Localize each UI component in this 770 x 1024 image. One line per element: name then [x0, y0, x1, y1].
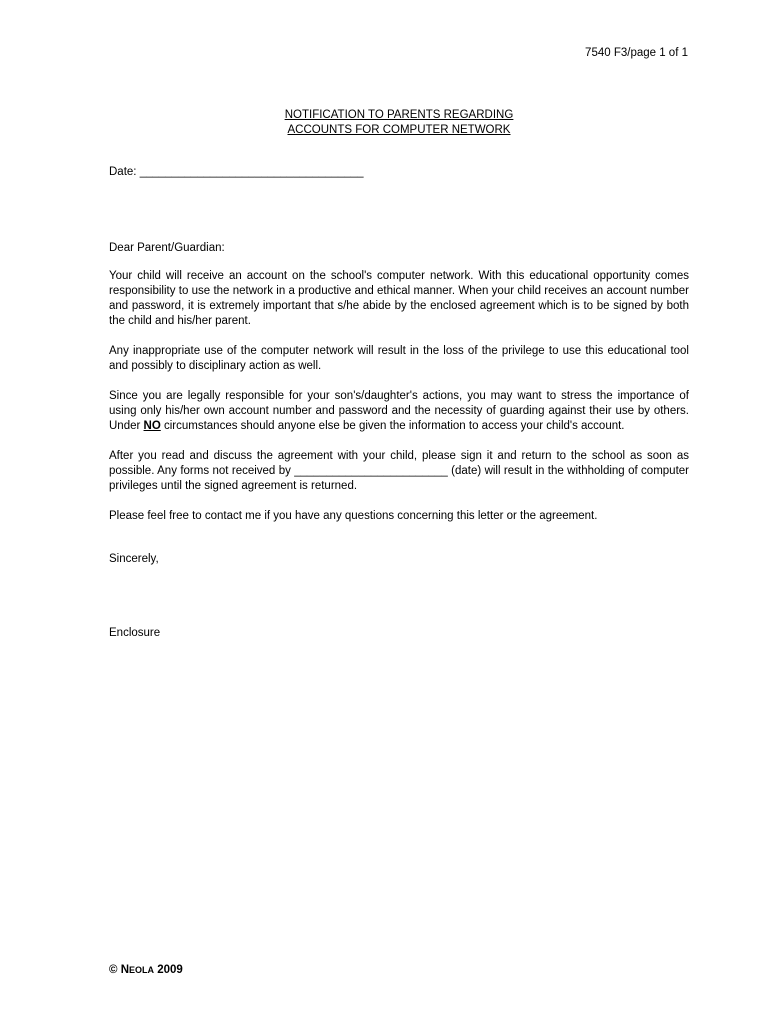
paragraph-responsibility: [109, 389, 689, 434]
title-line-1: NOTIFICATION TO PARENTS REGARDING: [284, 109, 514, 121]
paragraph-return-agreement: [109, 449, 689, 494]
brand-initial: N: [120, 964, 129, 976]
copyright-footer: [109, 964, 183, 976]
paragraph-responsibility-text-1: Since you are legally responsible for your son's/daughter's actions, you may want to stress the importance of using only his/her own account number and password and the necessity of guarding against their use by others. Under: [109, 390, 689, 432]
date-line: [109, 166, 364, 178]
paragraph-return-text-1: After you read and discuss the agreement with your child, please sign it and return to the school as soon as possible. Any forms not received by: [109, 450, 689, 477]
copyright-year: 2009: [157, 964, 183, 976]
paragraph-inappropriate-use: Any inappropriate use of the computer network will result in the loss of the privilege to use this educational tool and possibly to disciplinary action as well.: [109, 345, 689, 372]
document-title: [0, 108, 770, 138]
letter-body: [109, 241, 689, 539]
paragraph-responsibility-text-2: circumstances should anyone else be given the information to access your child's account.: [160, 420, 625, 432]
date-label: Date:: [109, 166, 137, 178]
paragraph-contact: Please feel free to contact me if you have any questions concerning this letter or the agreement.: [109, 510, 598, 522]
salutation: Dear Parent/Guardian:: [109, 242, 225, 254]
enclosure-label: Enclosure: [109, 627, 161, 639]
title-line-2: ACCOUNTS FOR COMPUTER NETWORK: [287, 124, 511, 136]
paragraph-account-intro: Your child will receive an account on the school's computer network. With this educational opportunity comes responsibility to use the network in a productive and ethical manner. When your child receives an account number and password, it is extremely important that s/he abide by the enclosed agreement which is to be signed by both the child and his/her parent.: [109, 270, 689, 327]
brand-name: [121, 964, 154, 976]
copyright-symbol: ©: [109, 964, 118, 976]
brand-rest: EOLA: [129, 965, 155, 975]
paragraph-return-text-2: (date) will result in the withholding of computer privileges until the signed agreement is returned.: [109, 465, 689, 492]
page-reference: 7540 F3/page 1 of 1: [585, 47, 688, 59]
closing-sincerely: Sincerely,: [109, 553, 159, 565]
emphasis-no: NO: [143, 420, 161, 432]
return-date-blank: ________________________: [294, 465, 448, 477]
date-blank: ___________________________________: [139, 166, 364, 178]
